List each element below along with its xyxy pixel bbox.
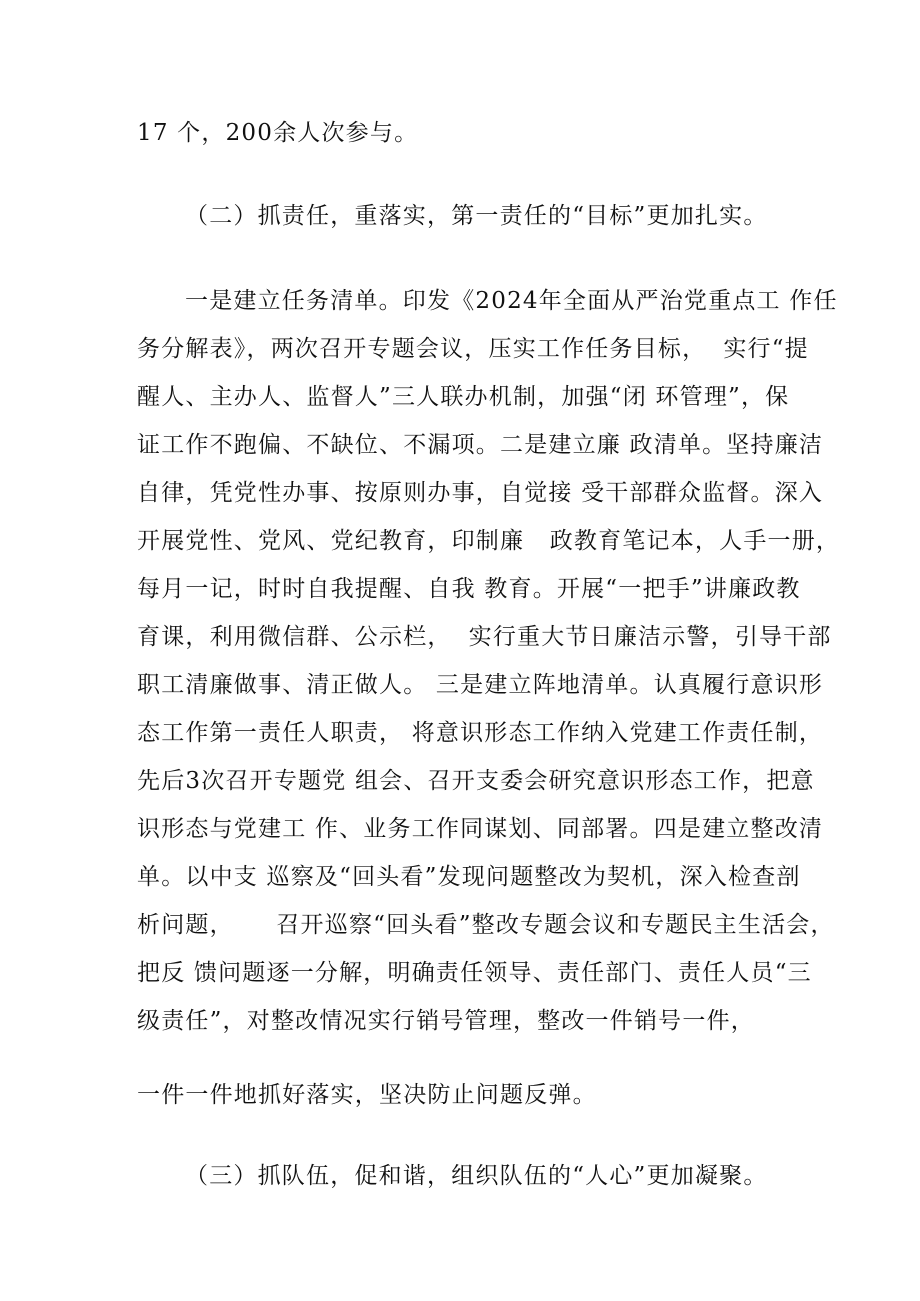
body-line: 自律，凭党性办事、按原则办事，自觉接 受干部群众监督。深入 bbox=[137, 480, 824, 506]
body-line: 每月一记，时时自我提醒、自我 教育。开展“一把手”讲廉政教 bbox=[137, 576, 801, 602]
body-line: 育课，利用微信群、公示栏， 实行重大节日廉洁示警，引导干部 bbox=[137, 624, 832, 650]
body-line: 开展党性、党风、党纪教育，印制廉 政教育笔记本，人手一册， bbox=[137, 528, 841, 554]
opening-line: 17 个，200余人次参与。 bbox=[137, 120, 419, 146]
body-line: 态工作第一责任人职责， 将意识形态工作纳入党建工作责任制， bbox=[137, 720, 824, 746]
body-line: 一是建立任务清单。印发《2024年全面从严治党重点工 作任 bbox=[185, 288, 838, 314]
section-2-heading: （二）抓责任，重落实，第一责任的“目标”更加扎实。 bbox=[185, 203, 768, 229]
body-line: 把反 馈问题逐一分解，明确责任领导、责任部门、责任人员“三 bbox=[137, 960, 812, 986]
body-line: 级责任”，对整改情况实行销号管理，整改一件销号一件， bbox=[137, 1008, 755, 1034]
body-line: 析问题， 召开巡察“回头看”整改专题会议和专题民主生活会， bbox=[137, 912, 835, 938]
body-line: 先后3次召开专题党 组会、召开支委会研究意识形态工作，把意 bbox=[137, 768, 815, 794]
body-line: 证工作不跑偏、不缺位、不漏项。二是建立廉 政清单。坚持廉洁 bbox=[137, 432, 824, 458]
closing-line: 一件一件地抓好落实，坚决防止问题反弹。 bbox=[137, 1082, 597, 1108]
body-line: 醒人、主办人、监督人”三人联办机制，加强“闭 环管理”，保 bbox=[137, 384, 790, 410]
body-line: 务分解表》，两次召开专题会议，压实工作任务目标， 实行“提 bbox=[137, 336, 809, 362]
section-3-heading: （三）抓队伍，促和谐，组织队伍的“人心”更加凝聚。 bbox=[185, 1163, 768, 1189]
body-line: 职工清廉做事、清正做人。 三是建立阵地清单。认真履行意识形 bbox=[137, 672, 824, 698]
body-line: 识形态与党建工 作、业务工作同谋划、同部署。四是建立整改清 bbox=[137, 816, 824, 842]
body-line: 单。以中支 巡察及“回头看”发现问题整改为契机，深入检查剖 bbox=[137, 864, 801, 890]
